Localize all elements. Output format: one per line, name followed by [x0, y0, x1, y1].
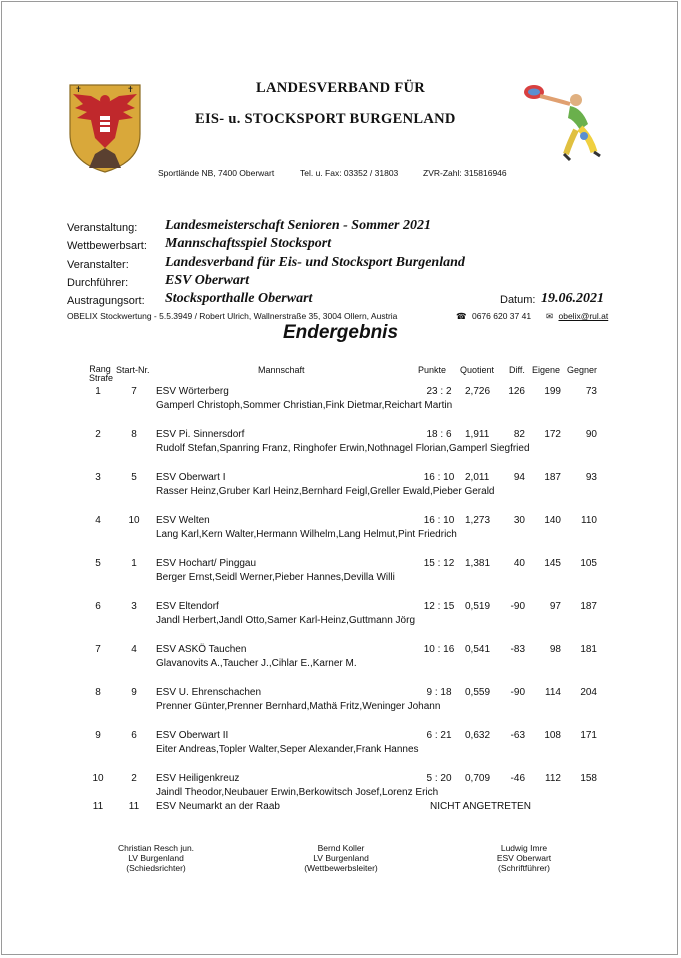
row-diff: 30 — [513, 515, 525, 526]
row-diff: 94 — [513, 472, 525, 483]
contact-phone — [456, 311, 531, 322]
row-punkte: 5 : 20 — [426, 773, 452, 784]
absent-start: 11 — [128, 801, 140, 812]
row-team: ESV Hochart/ Pinggau — [156, 558, 257, 569]
row-rang: 7 — [95, 644, 101, 655]
row-eigene: 97 — [549, 601, 561, 612]
signature-2-org: LV Burgenland — [313, 853, 369, 863]
result-title: Endergebnis — [282, 322, 399, 343]
signature-2 — [281, 843, 401, 873]
column-rang-label: Rang — [89, 364, 111, 374]
row-punkte: 10 : 16 — [423, 644, 455, 655]
info-label-durchfuehrer: Durchführer: — [67, 277, 129, 289]
row-members: Jandl Herbert,Jandl Otto,Samer Karl-Heinz,Guttmann Jörg — [156, 615, 415, 626]
row-eigene: 98 — [549, 644, 561, 655]
row-start: 5 — [131, 472, 137, 483]
row-team: ESV Heiligenkreuz — [156, 773, 240, 784]
absent-status: NICHT ANGETRETEN — [430, 801, 531, 812]
info-value-austragungsort: Stocksporthalle Oberwart — [165, 291, 313, 306]
row-rang: 5 — [95, 558, 101, 569]
row-diff: 40 — [513, 558, 525, 569]
row-quotient: 0,519 — [465, 601, 491, 612]
row-rang: 4 — [95, 515, 101, 526]
column-rang — [89, 364, 114, 383]
signature-1-name: Christian Resch jun. — [117, 843, 195, 853]
row-team: ESV Oberwart II — [156, 730, 229, 741]
row-punkte: 9 : 18 — [426, 687, 452, 698]
row-quotient: 0,559 — [465, 687, 491, 698]
row-start: 7 — [131, 386, 137, 397]
info-label-wettbewerbsart: Wettbewerbsart: — [67, 240, 147, 252]
signature-2-name: Bernd Koller — [317, 843, 365, 853]
info-value-durchfuehrer: ESV Oberwart — [165, 273, 250, 288]
row-gegner: 93 — [585, 472, 597, 483]
info-label-austragungsort: Austragungsort: — [67, 295, 145, 307]
row-gegner: 171 — [580, 730, 597, 741]
row-quotient: 0,632 — [465, 730, 491, 741]
row-team: ESV Welten — [156, 515, 210, 526]
row-start: 6 — [131, 730, 137, 741]
row-gegner: 73 — [585, 386, 597, 397]
row-start: 4 — [131, 644, 137, 655]
signature-1 — [96, 843, 216, 873]
column-start: Start-Nr. — [116, 365, 150, 375]
column-quotient: Quotient — [460, 365, 495, 375]
info-value-veranstalter: Landesverband für Eis- und Stocksport Burgenland — [165, 255, 465, 270]
row-gegner: 204 — [580, 687, 597, 698]
row-gegner: 181 — [580, 644, 597, 655]
column-strafe-label: Strafe — [89, 373, 114, 383]
header-address: Sportlände NB, 7400 Oberwart — [158, 168, 275, 178]
row-quotient: 1,911 — [465, 429, 490, 440]
row-members: Prenner Günter,Prenner Bernhard,Mathä Fritz,Weninger Johann — [156, 701, 441, 712]
row-eigene: 145 — [544, 558, 561, 569]
row-gegner: 105 — [580, 558, 597, 569]
row-gegner: 158 — [580, 773, 597, 784]
row-rang: 1 — [95, 386, 101, 397]
info-value-wettbewerbsart: Mannschaftsspiel Stocksport — [165, 236, 332, 251]
row-team: ESV ASKÖ Tauchen — [156, 644, 247, 655]
row-members: Lang Karl,Kern Walter,Hermann Wilhelm,Lang Helmut,Pint Friedrich — [156, 529, 457, 540]
row-rang: 6 — [95, 601, 101, 612]
row-start: 9 — [131, 687, 137, 698]
row-rang: 2 — [95, 429, 101, 440]
row-quotient: 0,709 — [465, 773, 491, 784]
mail-icon: ✉ — [546, 311, 554, 321]
row-punkte: 16 : 10 — [423, 472, 455, 483]
row-members: Jaindl Theodor,Neubauer Erwin,Berkowitsch Josef,Lorenz Erich — [156, 787, 439, 798]
row-eigene: 172 — [544, 429, 561, 440]
signature-3-role: (Schriftführer) — [498, 863, 550, 873]
info-value-veranstaltung: Landesmeisterschaft Senioren - Sommer 2021 — [165, 218, 432, 233]
row-diff: 126 — [508, 386, 525, 397]
row-start: 10 — [128, 515, 140, 526]
row-eigene: 112 — [545, 773, 561, 784]
contact-email — [546, 311, 608, 322]
software-line: OBELIX Stockwertung - 5.5.3949 / Robert Ulrich, Wallnerstraße 35, 3004 Ollern, Austria — [67, 311, 398, 321]
absent-team: ESV Neumarkt an der Raab — [156, 801, 280, 812]
row-start: 1 — [131, 558, 137, 569]
header-line1: LANDESVERBAND FÜR — [255, 80, 426, 96]
row-rang: 10 — [92, 773, 104, 784]
header-zvr: ZVR-Zahl: 315816946 — [423, 168, 507, 178]
row-team: ESV Pi. Sinnersdorf — [156, 429, 245, 440]
row-diff: -83 — [510, 644, 525, 655]
header-phone: Tel. u. Fax: 03352 / 31803 — [300, 168, 399, 178]
row-quotient: 1,381 — [465, 558, 491, 569]
column-diff: Diff. — [509, 365, 525, 375]
row-members: Glavanovits A.,Taucher J.,Cihlar E.,Karner M. — [156, 658, 357, 669]
row-quotient: 1,273 — [465, 515, 491, 526]
row-rang: 9 — [95, 730, 101, 741]
row-members: Gamperl Christoph,Sommer Christian,Fink Dietmar,Reichart Martin — [156, 400, 453, 411]
signature-3-org: ESV Oberwart — [496, 853, 552, 863]
column-eigene: Eigene — [532, 365, 561, 375]
row-punkte: 15 : 12 — [423, 558, 455, 569]
svg-text:✝: ✝ — [75, 85, 82, 94]
row-gegner: 187 — [580, 601, 597, 612]
row-quotient: 2,726 — [465, 386, 491, 397]
row-team: ESV U. Ehrenschachen — [156, 687, 262, 698]
row-eigene: 187 — [544, 472, 561, 483]
date-value: 19.06.2021 — [541, 291, 604, 306]
row-eigene: 140 — [544, 515, 561, 526]
row-gegner: 110 — [581, 515, 597, 526]
row-start: 2 — [131, 773, 137, 784]
row-eigene: 108 — [544, 730, 561, 741]
column-gegner: Gegner — [567, 365, 598, 375]
row-gegner: 90 — [585, 429, 597, 440]
info-label-veranstaltung: Veranstaltung: — [67, 222, 138, 234]
header-line2: EIS- u. STOCKSPORT BURGENLAND — [195, 111, 456, 127]
svg-text:✝: ✝ — [127, 85, 134, 94]
row-members: Berger Ernst,Seidl Werner,Pieber Hannes,Devilla Willi — [156, 572, 395, 583]
row-punkte: 18 : 6 — [426, 429, 452, 440]
absent-rang: 11 — [92, 801, 104, 812]
row-punkte: 6 : 21 — [426, 730, 452, 741]
signature-1-org: LV Burgenland — [128, 853, 184, 863]
info-label-veranstalter: Veranstalter: — [67, 259, 129, 271]
row-team: ESV Wörterberg — [156, 386, 229, 397]
row-diff: -90 — [510, 687, 525, 698]
row-diff: -90 — [510, 601, 525, 612]
row-eigene: 199 — [544, 386, 561, 397]
row-start: 3 — [131, 601, 137, 612]
column-punkte: Punkte — [418, 365, 447, 375]
row-quotient: 0,541 — [465, 644, 491, 655]
row-quotient: 2,011 — [465, 472, 490, 483]
row-rang: 3 — [95, 472, 101, 483]
row-start: 8 — [131, 429, 137, 440]
signature-2-role: (Wettbewerbsleiter) — [304, 863, 378, 873]
row-rang: 8 — [95, 687, 101, 698]
row-eigene: 114 — [545, 687, 561, 698]
row-punkte: 23 : 2 — [426, 386, 452, 397]
contact-email-address[interactable]: obelix@rul.at — [558, 311, 609, 321]
signature-1-role: (Schiedsrichter) — [126, 863, 186, 873]
row-punkte: 12 : 15 — [423, 601, 455, 612]
date-label: Datum: — [500, 294, 536, 306]
row-diff: -46 — [510, 773, 525, 784]
signature-3-name: Ludwig Imre — [500, 843, 548, 853]
row-punkte: 16 : 10 — [423, 515, 455, 526]
row-team: ESV Oberwart I — [156, 472, 226, 483]
phone-icon: ☎ — [456, 311, 467, 321]
contact-phone-number: 0676 620 37 41 — [471, 311, 532, 321]
row-diff: 82 — [513, 429, 525, 440]
row-team: ESV Eltendorf — [156, 601, 219, 612]
signature-3 — [464, 843, 584, 873]
row-members: Rasser Heinz,Gruber Karl Heinz,Bernhard Feigl,Greller Ewald,Pieber Gerald — [156, 486, 495, 497]
row-members: Rudolf Stefan,Spanring Franz, Ringhofer Erwin,Nothnagel Florian,Gamperl Siegfried — [156, 443, 530, 454]
row-members: Eiter Andreas,Topler Walter,Seper Alexander,Frank Hannes — [156, 744, 419, 755]
column-mannschaft: Mannschaft — [258, 365, 305, 375]
row-diff: -63 — [510, 730, 525, 741]
